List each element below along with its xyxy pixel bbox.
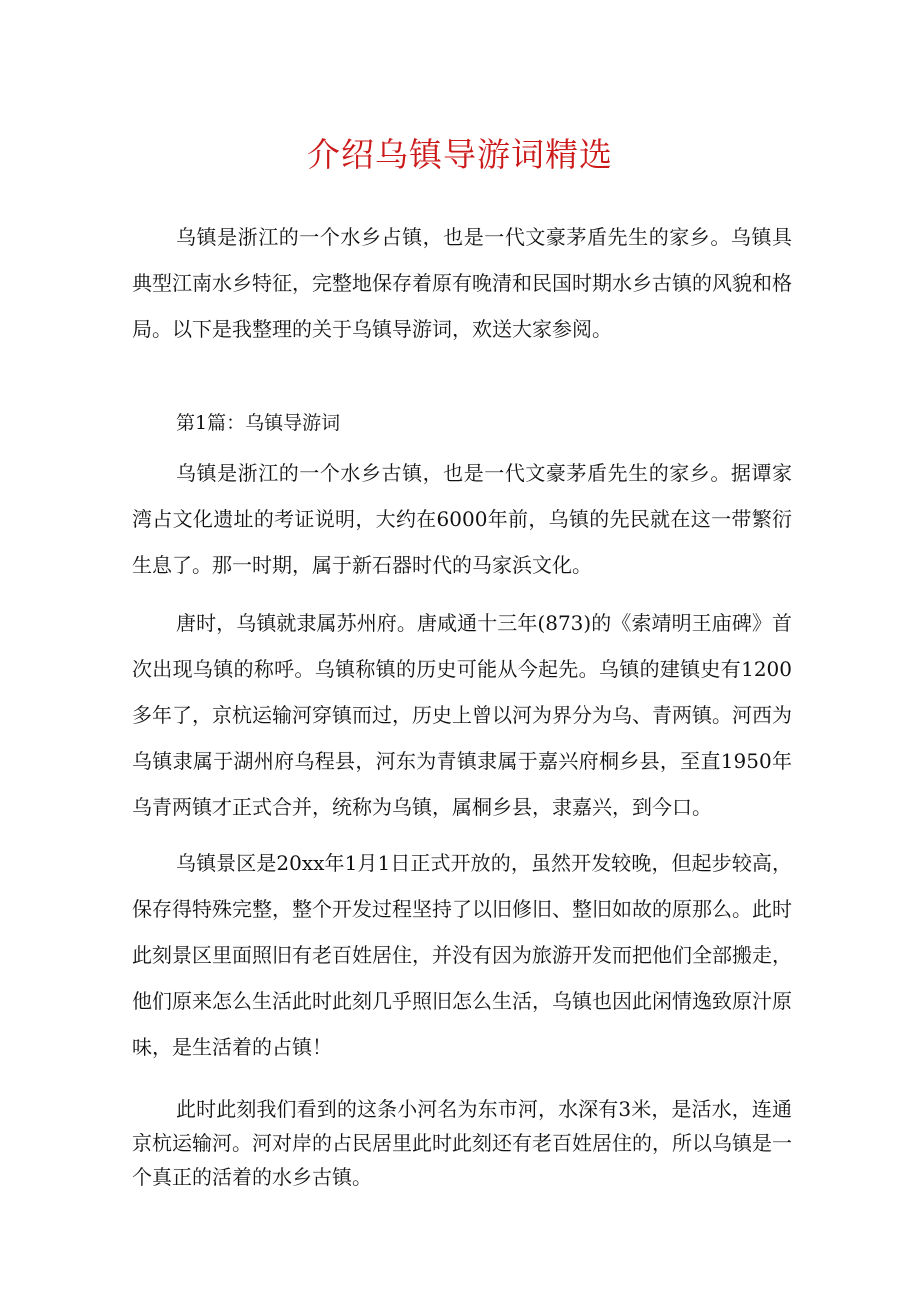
body-paragraph-1: 乌镇是浙江的一个水乡古镇，也是一代文豪茅盾先生的家乡。据谭家湾占文化遗址的考证说明，大约在6000年前，乌镇的先民就在这一带繁衍生息了。那一时期，属于新石器时代的马家浜文化。: [132, 461, 792, 577]
document-title: 介绍乌镇导游词精选: [307, 135, 613, 174]
body-paragraph-2: 唐时，乌镇就隶属苏州府。唐咸通十三年(873)的《索靖明王庙碑》首次出现乌镇的称呼。乌镇称镇的历史可能从今起先。乌镇的建镇史有1200多年了，京杭运输河穿镇而过，历史上曾以河为界分为乌、青两镇。河西为乌镇隶属于湖州府乌程县，河东为青镇隶属于嘉兴府桐乡县，至直1950年乌青两镇才正式合并，统称为乌镇，属桐乡县，隶嘉兴，到今口。: [132, 611, 792, 819]
section-heading: 第1篇：乌镇导游词: [176, 412, 341, 434]
intro-paragraph: 乌镇是浙江的一个水乡占镇，也是一代文豪茅盾先生的家乡。乌镇具典型江南水乡特征，完整地保存着原有晚清和民国时期水乡古镇的风貌和格局。以下是我整理的关于乌镇导游词，欢送大家参阅。: [132, 225, 792, 341]
body-paragraph-4: 此时此刻我们看到的这条小河名为东市河，水深有3米，是活水，连通京杭运输河。河对岸的占民居里此时此刻还有老百姓居住的，所以乌镇是一个真正的活着的水乡古镇。: [132, 1097, 792, 1189]
body-paragraph-3: 乌镇景区是20xx年1月1日正式开放的，虽然开发较晚，但起步较高，保存得特殊完整，整个开发过程坚持了以旧修旧、整旧如故的原那么。此时此刻景区里面照旧有老百姓居住，并没有因为旅游开发而把他们全部搬走，他们原来怎么生活此时此刻几乎照旧怎么生活，乌镇也因此闲情逸致原汁原味，是生活着的占镇！: [132, 851, 792, 1059]
